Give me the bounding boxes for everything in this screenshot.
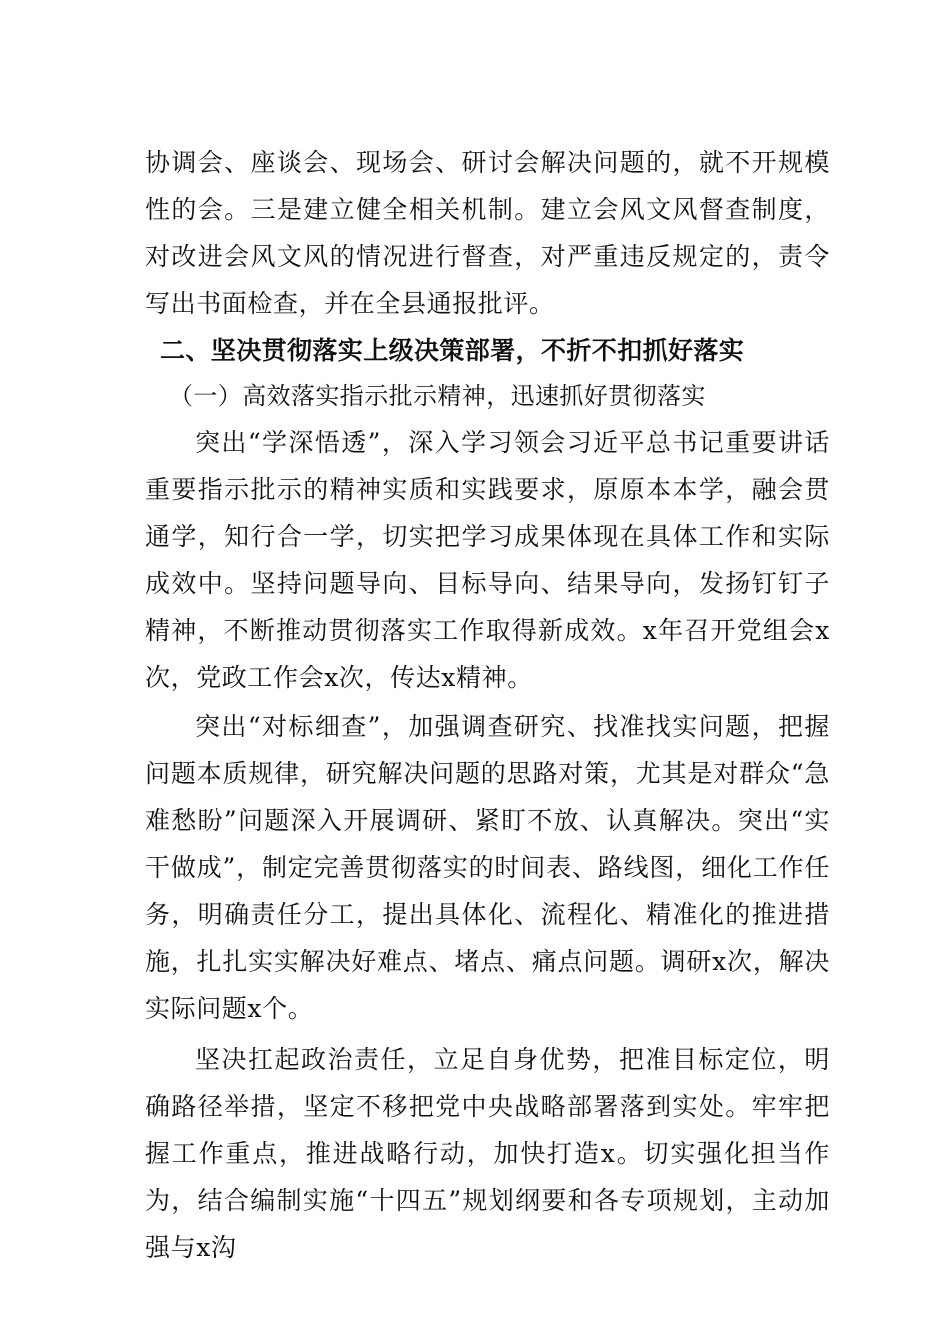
body-paragraph: 突出“对标细查”，加强调查研究、找准找实问题，把握问题本质规律，研究解决问题的思路对策，尤其是对群众“急难愁盼”问题深入开展调研、紧盯不放、认真解决。突出“实干做成”，制定完善贯彻落实的时间表、路线图，细化工作任务，明确责任分工，提出具体化、流程化、精准化的推进措施，扎扎实实解决好难点、堵点、痛点问题。调研x次，解决实际问题x个。 xyxy=(145,712,830,1023)
document-body xyxy=(145,139,830,1271)
body-paragraph: 突出“学深悟透”，深入学习领会习近平总书记重要讲话重要指示批示的精神实质和实践要求，原原本本学，融会贯通学，知行合一学，切实把学习成果体现在具体工作和实际成效中。坚持问题导向、目标导向、结果导向，发扬钉钉子精神，不断推动贯彻落实工作取得新成效。x年召开党组会x次，党政工作会x次，传达x精神。 xyxy=(145,428,830,692)
subsection-heading: （一）高效落实指示批示精神，迅速抓好贯彻落实 xyxy=(169,382,706,410)
section-heading: 二、坚决贯彻落实上级决策部署，不折不扣抓好落实 xyxy=(160,336,745,365)
paragraph-continued: 协调会、座谈会、现场会、研讨会解决问题的，就不开规模性的会。三是建立健全相关机制。建立会风文风督查制度，对改进会风文风的情况进行督查，对严重违反规定的，责令写出书面检查，并在全县通报批评。 xyxy=(145,148,830,318)
body-paragraph: 坚决扛起政治责任，立足自身优势，把准目标定位，明确路径举措，坚定不移把党中央战略部署落到实处。牢牢把握工作重点，推进战略行动，加快打造x。切实强化担当作为，结合编制实施“十四五”规划纲要和各专项规划，主动加强与x沟 xyxy=(145,1045,830,1262)
